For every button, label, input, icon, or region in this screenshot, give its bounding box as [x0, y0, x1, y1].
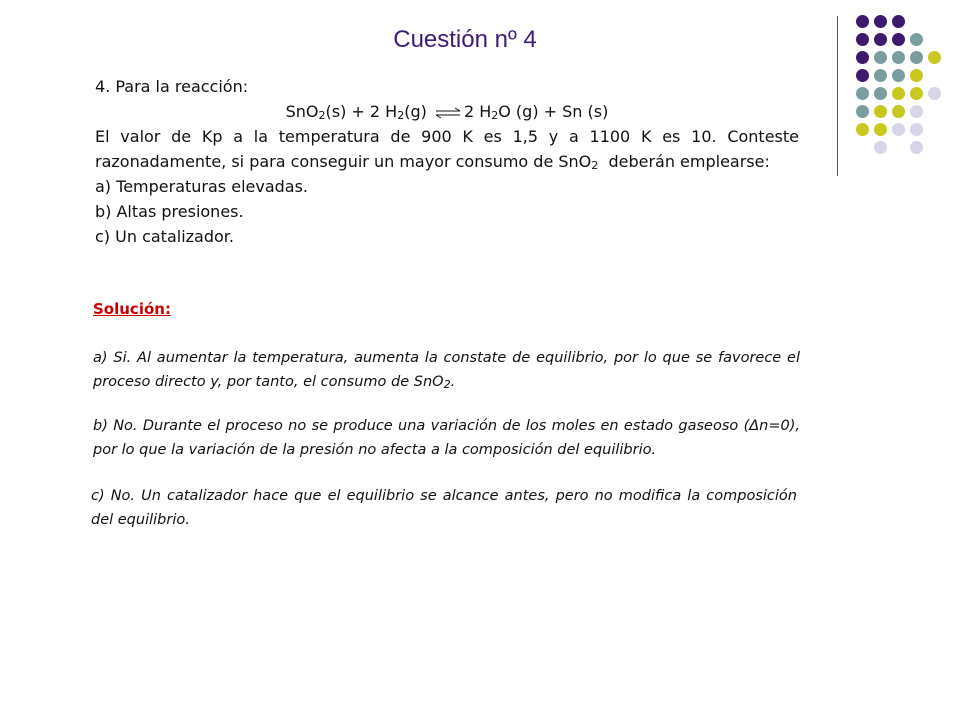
- equilibrium-arrows-icon: [434, 107, 462, 119]
- reactant-2-state: (g): [404, 102, 427, 121]
- option-c: c) Un catalizador.: [95, 227, 234, 246]
- decorative-dot: [856, 123, 869, 136]
- answer-b: b) No. Durante el proceso no se produce una variación de los moles en estado gaseoso (Δn=0), por lo que la variación de la presión no afecta a la composición del equilibrio.: [93, 418, 800, 458]
- decorative-dot: [892, 123, 905, 136]
- decorative-dot: [910, 141, 923, 154]
- statement-text: El valor de Kp a la temperatura de 900 K es 1,5 y a 1100 K es 10. Conteste razonadamente, si para conseguir un mayor consumo de SnO: [95, 127, 799, 171]
- decorative-dot: [856, 87, 869, 100]
- decorative-dot: [910, 51, 923, 64]
- decorative-dot: [874, 33, 887, 46]
- product-rest: O (g) + Sn (s): [498, 102, 609, 121]
- page-title: Cuestión nº 4: [393, 26, 537, 53]
- subscript: 2: [397, 109, 405, 122]
- solution-heading: Solución:: [93, 300, 171, 318]
- reactant-1-state: (s) + 2 H: [325, 102, 398, 121]
- question-heading: 4. Para la reacción:: [95, 77, 249, 96]
- reaction-equation: [95, 99, 799, 124]
- decorative-dot: [874, 123, 887, 136]
- answer-a-end: .: [450, 374, 456, 390]
- decorative-dot: [928, 51, 941, 64]
- decorative-dot: [892, 51, 905, 64]
- decorative-dot: [892, 15, 905, 28]
- question-block: [95, 74, 799, 249]
- decorative-dot: [856, 51, 869, 64]
- decorative-dot: [874, 105, 887, 118]
- answer-a-text: a) Si. Al aumentar la temperatura, aumenta la constate de equilibrio, por lo que se favorece el proceso directo y, por tanto, el consumo de SnO: [93, 350, 800, 390]
- decorative-dot: [856, 105, 869, 118]
- decorative-dot: [874, 87, 887, 100]
- product-1: 2 H: [463, 102, 492, 121]
- decorative-dot: [892, 87, 905, 100]
- decorative-dot: [910, 123, 923, 136]
- decorative-dot: [874, 15, 887, 28]
- decorative-dot: [892, 69, 905, 82]
- question-statement: [95, 124, 799, 174]
- decorative-dot: [910, 105, 923, 118]
- decorative-dot: [874, 69, 887, 82]
- decorative-dot: [856, 69, 869, 82]
- decorative-dot: [910, 69, 923, 82]
- decorative-dot: [874, 51, 887, 64]
- subscript: 2: [443, 378, 451, 391]
- decorative-dot: [892, 105, 905, 118]
- statement-text-end: deberán emplearse:: [598, 152, 770, 171]
- decorative-dot: [910, 33, 923, 46]
- decorative-dot: [856, 33, 869, 46]
- answer-c: c) No. Un catalizador hace que el equilibrio se alcance antes, pero no modifica la composición del equilibrio.: [91, 488, 797, 528]
- decorative-dot: [928, 87, 941, 100]
- decorative-dot: [874, 141, 887, 154]
- subscript: 2: [318, 109, 326, 122]
- reactant-1: SnO: [285, 102, 319, 121]
- answer-a: [93, 346, 800, 394]
- decorative-dot: [856, 15, 869, 28]
- option-a: a) Temperaturas elevadas.: [95, 177, 309, 196]
- decorative-dot: [892, 33, 905, 46]
- subscript: 2: [591, 159, 599, 172]
- option-b: b) Altas presiones.: [95, 202, 244, 221]
- decorative-dot: [910, 87, 923, 100]
- subscript: 2: [491, 109, 499, 122]
- vertical-divider: [837, 16, 838, 176]
